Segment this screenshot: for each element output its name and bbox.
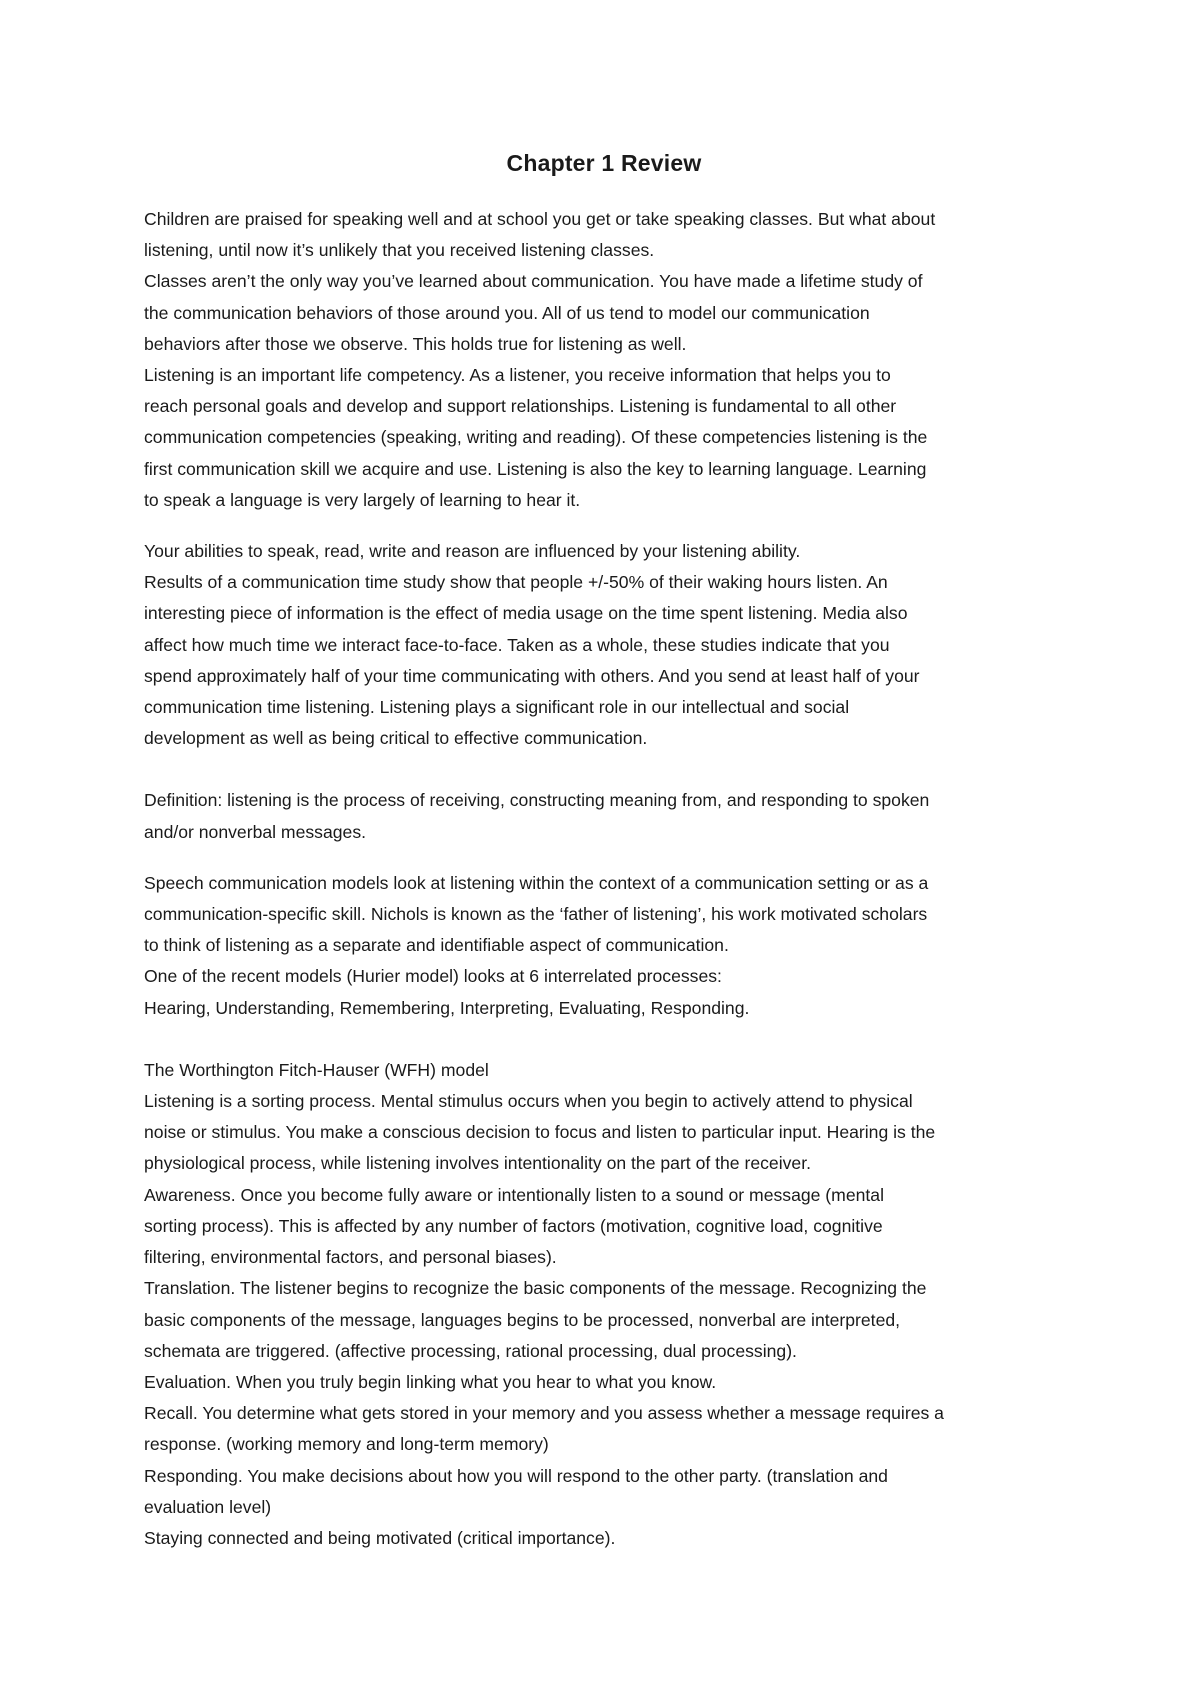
paragraph: Your abilities to speak, read, write and reason are influenced by your listening ability. [144,541,801,562]
paragraph: Classes aren’t the only way you’ve learned about communication. You have made a lifetime study of the communication behaviors of those around you. All of us tend to model our communication behaviors after those we observe. This holds true for listening as well. [144,271,923,354]
paragraph: Speech communication models look at listening within the context of a communication setting or as a communication-specific skill. Nichols is known as the ‘father of listening’, his work motivated scholars to think of listening as a separate and identifiable aspect of communication. [144,872,929,956]
paragraph: Hearing, Understanding, Remembering, Interpreting, Evaluating, Responding. [144,997,750,1018]
paragraph: Responding. You make decisions about how you will respond to the other party. (translation and evaluation level) [144,1465,888,1517]
paragraph: Children are praised for speaking well and at school you get or take speaking classes. But what about listening, until now it’s unlikely that you received listening classes. [144,209,936,261]
blank-line [144,754,1074,785]
paragraph: Definition: listening is the process of receiving, constructing meaning from, and responding to spoken and/or nonverbal messages. [144,790,930,842]
paragraph: Evaluation. When you truly begin linking what you hear to what you know. [144,1371,717,1392]
paragraph: Listening is an important life competency. As a listener, you receive information that helps you to reach personal goals and develop and support relationships. Listening is fundamental to all other communication competencies (speaking, writing and reading). Of these competencies listening is the first communication skill we acquire and use. Listening is also the key to learning language. Learning to speak a language is very largely of learning to hear it. [144,365,928,510]
paragraph: One of the recent models (Hurier model) looks at 6 interrelated processes: [144,966,722,987]
paragraph-gap [144,848,1074,868]
paragraph: Staying connected and being motivated (critical importance). [144,1527,616,1548]
page-title: Chapter 1 Review [506,150,702,176]
paragraph: Translation. The listener begins to recognize the basic components of the message. Recognizing the basic components of the message, languages begins to be processed, nonverbal are interpreted, schemata are triggered. (affective processing, rational processing, dual processing). [144,1278,927,1361]
paragraph: Awareness. Once you become fully aware or intentionally listen to a sound or message (mental sorting process). This is affected by any number of factors (motivation, cognitive load, cognitive filtering, environmental factors, and personal biases). [144,1184,884,1268]
paragraph: Results of a communication time study show that people +/-50% of their waking hours listen. An interesting piece of information is the effect of media usage on the time spent listening. Media also affect how much time we interact face-to-face. Taken as a whole, these studies indicate that you spend approximately half of your time communicating with others. And you send at least half of your communication time listening. Listening plays a significant role in our intellectual and social development as well as being critical to effective communication. [144,572,920,749]
document-body [144,204,1074,1554]
paragraph: Listening is a sorting process. Mental stimulus occurs when you begin to actively attend to physical noise or stimulus. You make a conscious decision to focus and listen to particular input. Hearing is the physiological process, while listening involves intentionality on the part of the receiver. [144,1091,936,1174]
blank-line [144,1024,1074,1055]
paragraph: The Worthington Fitch-Hauser (WFH) model [144,1059,489,1080]
paragraph-gap [144,516,1074,536]
paragraph: Recall. You determine what gets stored in your memory and you assess whether a message requires a response. (working memory and long-term memory) [144,1403,944,1455]
